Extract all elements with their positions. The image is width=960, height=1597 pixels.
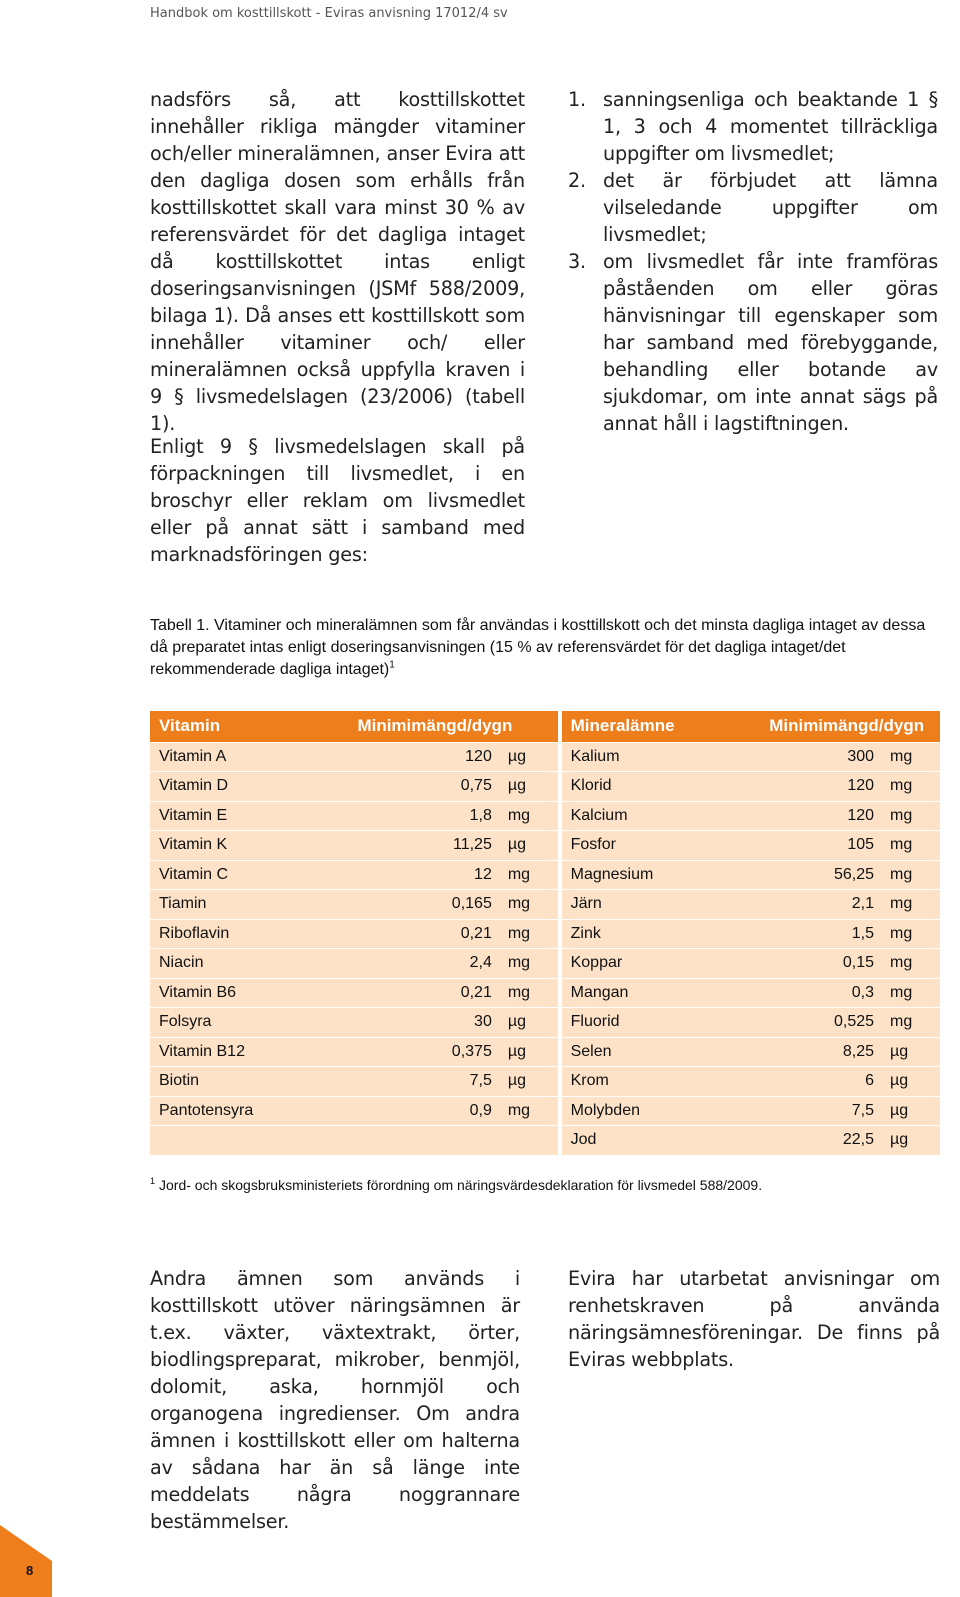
- mineral-name: Fosfor: [562, 831, 761, 861]
- vitamin-name: Pantotensyra: [150, 1096, 348, 1126]
- mineral-unit: mg: [880, 919, 940, 949]
- mineral-unit: µg: [880, 1037, 940, 1067]
- mineral-name: Krom: [562, 1067, 761, 1097]
- mineral-amount: 7,5: [760, 1096, 880, 1126]
- table-row: [150, 772, 940, 802]
- mineral-unit: mg: [880, 831, 940, 861]
- table-caption: [150, 615, 940, 681]
- header-min-1: Minimimängd/dygn: [348, 711, 557, 742]
- vitamin-unit: mg: [498, 978, 558, 1008]
- vitamin-unit: µg: [498, 1067, 558, 1097]
- list-item: [568, 86, 938, 167]
- vitamin-amount: 2,4: [348, 949, 497, 979]
- list-text: sanningsenliga och beaktande 1 § 1, 3 och 4 momentet tillräckliga uppgifter om livsmedlet;: [603, 88, 938, 165]
- mineral-amount: 120: [760, 772, 880, 802]
- mineral-amount: 6: [760, 1067, 880, 1097]
- vitamin-amount: 0,165: [348, 890, 497, 920]
- vitamin-name: Vitamin C: [150, 860, 348, 890]
- vitamin-name: [150, 1126, 348, 1156]
- vitamin-amount: 120: [348, 742, 497, 772]
- vitamin-unit: mg: [498, 919, 558, 949]
- list-number: 1.: [568, 88, 586, 111]
- table-row: [150, 742, 940, 772]
- footnote-text: Jord- och skogsbruksministeriets förordning om näringsvärdesdeklaration för livsmedel 588/2009.: [159, 1177, 763, 1193]
- vitamin-amount: 12: [348, 860, 497, 890]
- mineral-amount: 0,525: [760, 1008, 880, 1038]
- table-row: [150, 1096, 940, 1126]
- vitamin-amount: 0,21: [348, 919, 497, 949]
- vitamin-unit: mg: [498, 860, 558, 890]
- table-row: [150, 949, 940, 979]
- page-number: 8: [26, 1563, 34, 1578]
- mineral-unit: µg: [880, 1096, 940, 1126]
- mineral-name: Kalcium: [562, 801, 761, 831]
- vitamin-unit: µg: [498, 831, 558, 861]
- running-header: Handbok om kosttillskott - Eviras anvisning 17012/4 sv: [150, 6, 508, 21]
- mineral-amount: 8,25: [760, 1037, 880, 1067]
- mineral-name: Kalium: [562, 742, 761, 772]
- rules-list: [568, 86, 938, 437]
- vitamin-unit: mg: [498, 1096, 558, 1126]
- vitamin-name: Niacin: [150, 949, 348, 979]
- vitamin-amount: 0,9: [348, 1096, 497, 1126]
- vitamin-name: Tiamin: [150, 890, 348, 920]
- table-row: [150, 1067, 940, 1097]
- left-paragraph-1: nadsförs så, att kosttillskottet innehåller rikliga mängder vitaminer och/eller mineralämnen, anser Evira att den dagliga dosen som erhålls från kosttillskottet skall vara minst 30 % av referensvärdet för det dagliga intaget då kosttillskottet intas enligt doseringsanvisningen (JSMf 588/2009, bilaga 1). Då anses ett kosttillskott som innehåller vitaminer och/ eller mineralämnen också uppfylla kraven i 9 § livsmedelslagen (23/2006) (tabell 1).: [150, 88, 525, 435]
- vitamin-unit: mg: [498, 801, 558, 831]
- list-number: 2.: [568, 169, 586, 192]
- list-item: [568, 248, 938, 437]
- mineral-name: Mangan: [562, 978, 761, 1008]
- mineral-unit: mg: [880, 860, 940, 890]
- bottom-right-paragraph: Evira har utarbetat anvisningar om renhetskraven på använda näringsämnesföreningar. De finns på Eviras webbplats.: [568, 1267, 940, 1371]
- mineral-name: Klorid: [562, 772, 761, 802]
- mineral-amount: 1,5: [760, 919, 880, 949]
- list-text: det är förbjudet att lämna vilseledande uppgifter om livsmedlet;: [603, 169, 938, 246]
- vitamin-amount: 0,375: [348, 1037, 497, 1067]
- vitamin-unit: [498, 1126, 558, 1156]
- footnote-mark: 1: [150, 1176, 156, 1187]
- left-paragraph-2: Enligt 9 § livsmedelslagen skall på förpackningen till livsmedlet, i en broschyr eller reklam om livsmedlet eller på annat sätt i samband med marknadsföringen ges:: [150, 435, 525, 566]
- table-row: [150, 919, 940, 949]
- mineral-name: Zink: [562, 919, 761, 949]
- mineral-unit: µg: [880, 1126, 940, 1156]
- vitamin-amount: 30: [348, 1008, 497, 1038]
- mineral-amount: 56,25: [760, 860, 880, 890]
- vitamin-unit: µg: [498, 1037, 558, 1067]
- mineral-name: Jod: [562, 1126, 761, 1156]
- table-row: [150, 1008, 940, 1038]
- mineral-unit: mg: [880, 1008, 940, 1038]
- mineral-name: Fluorid: [562, 1008, 761, 1038]
- vitamin-name: Vitamin B6: [150, 978, 348, 1008]
- vitamin-unit: mg: [498, 890, 558, 920]
- mineral-name: Molybden: [562, 1096, 761, 1126]
- vitamin-name: Vitamin B12: [150, 1037, 348, 1067]
- table-row: [150, 1126, 940, 1156]
- mineral-amount: 22,5: [760, 1126, 880, 1156]
- vitamin-amount: 1,8: [348, 801, 497, 831]
- vitamin-amount: 11,25: [348, 831, 497, 861]
- mineral-name: Magnesium: [562, 860, 761, 890]
- vitamin-unit: µg: [498, 1008, 558, 1038]
- mineral-unit: mg: [880, 742, 940, 772]
- table-row: [150, 978, 940, 1008]
- mineral-name: Järn: [562, 890, 761, 920]
- vitamin-unit: µg: [498, 772, 558, 802]
- mineral-name: Koppar: [562, 949, 761, 979]
- header-min-2: Minimimängd/dygn: [760, 711, 940, 742]
- bottom-left-paragraph: Andra ämnen som används i kosttillskott utöver näringsämnen är t.ex. växter, växtextrakt, örter, biodlingspreparat, mikrober, benmjöl, dolomit, aska, hornmjöl och organogena ingredienser. Om andra ämnen i kosttillskott eller om halterna av sådana har än så länge inte meddelats några noggrannare bestämmelser.: [150, 1267, 520, 1533]
- table-row: [150, 831, 940, 861]
- mineral-unit: mg: [880, 772, 940, 802]
- list-number: 3.: [568, 250, 586, 273]
- vitamin-name: Vitamin D: [150, 772, 348, 802]
- mineral-amount: 300: [760, 742, 880, 772]
- page-corner-decoration: [0, 1525, 52, 1597]
- table-caption-text: Tabell 1. Vitaminer och mineralämnen som får användas i kosttillskott och det minsta dagliga intaget av dessa då preparatet intas enligt doseringsanvisningen (15 % av referensvärdet för det dagliga intaget/det rekommenderade dagliga intaget): [150, 617, 926, 678]
- vitamin-name: Vitamin A: [150, 742, 348, 772]
- mineral-amount: 120: [760, 801, 880, 831]
- mineral-unit: mg: [880, 801, 940, 831]
- caption-footnote-mark: 1: [389, 659, 395, 671]
- header-mineral: Mineralämne: [562, 711, 761, 742]
- footnote: [150, 1177, 762, 1193]
- vitamin-name: Biotin: [150, 1067, 348, 1097]
- mineral-amount: 2,1: [760, 890, 880, 920]
- list-item: [568, 167, 938, 248]
- table-body: [150, 742, 940, 1155]
- vitamin-name: Riboflavin: [150, 919, 348, 949]
- header-vitamin: Vitamin: [150, 711, 348, 742]
- mineral-amount: 0,3: [760, 978, 880, 1008]
- vitamin-name: Vitamin E: [150, 801, 348, 831]
- vitamin-name: Folsyra: [150, 1008, 348, 1038]
- mineral-unit: mg: [880, 890, 940, 920]
- mineral-name: Selen: [562, 1037, 761, 1067]
- mineral-amount: 105: [760, 831, 880, 861]
- table-row: [150, 860, 940, 890]
- vitamin-unit: µg: [498, 742, 558, 772]
- vitamin-mineral-table: [150, 711, 940, 1156]
- mineral-unit: µg: [880, 1067, 940, 1097]
- vitamin-unit: mg: [498, 949, 558, 979]
- vitamin-amount: [348, 1126, 497, 1156]
- vitamin-amount: 0,75: [348, 772, 497, 802]
- table-row: [150, 1037, 940, 1067]
- mineral-unit: mg: [880, 978, 940, 1008]
- vitamin-amount: 0,21: [348, 978, 497, 1008]
- mineral-unit: mg: [880, 949, 940, 979]
- vitamin-name: Vitamin K: [150, 831, 348, 861]
- table-row: [150, 890, 940, 920]
- vitamin-amount: 7,5: [348, 1067, 497, 1097]
- mineral-amount: 0,15: [760, 949, 880, 979]
- table-row: [150, 801, 940, 831]
- table-header-row: [150, 711, 940, 742]
- list-text: om livsmedlet får inte framföras påståenden om eller göras hänvisningar till egenskaper som har samband med förebyggande, behandling eller botande av sjukdomar, om inte annat sägs på annat håll i lagstiftningen.: [603, 250, 938, 435]
